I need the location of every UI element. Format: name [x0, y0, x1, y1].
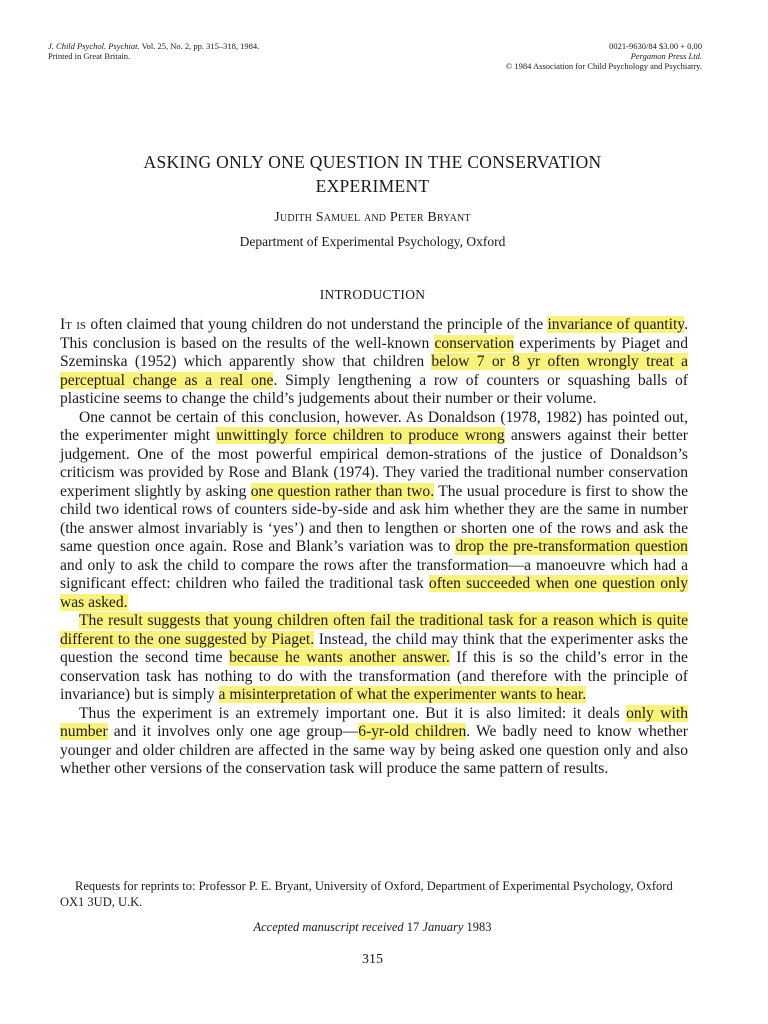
highlighted-text: only with number	[60, 704, 688, 740]
page-number: 315	[362, 952, 383, 967]
title-line-1: ASKING ONLY ONE QUESTION IN THE CONSERVATION	[143, 152, 602, 172]
body-paragraph	[60, 705, 688, 779]
highlighted-text: unwittingly force children to produce wrong	[216, 427, 505, 444]
highlighted-text: The result suggests that young children often fail the traditional task for a reason which is quite different to the one suggested by Piaget.	[60, 612, 688, 648]
reprint-footnote: Requests for reprints to: Professor P. E. Bryant, University of Oxford, Department of Experimental Psychology, Oxford OX1 3UD, U.K.	[60, 879, 673, 909]
highlighted-text: because he wants another answer.	[229, 649, 450, 666]
text-run: Thus the experiment is an extremely important one. But it is also limited: it deals	[79, 704, 627, 722]
highlighted-text: 6-yr-old children	[358, 723, 467, 740]
body-paragraph	[60, 612, 688, 705]
text-run: Instead, the child may think that the experimenter asks the question the second time	[60, 630, 688, 666]
price-code: 0021-9630/84 $3.00 + 0.00	[609, 41, 702, 51]
journal-citation	[48, 41, 259, 51]
department: Department of Experimental Psychology, Oxford	[239, 234, 506, 249]
body-text	[60, 316, 688, 779]
header-right	[506, 41, 702, 71]
text-run: . We badly need to know whether younger and older children are affected in the same way by being asked one question only and also whether other versions of the conservation task will produce the same pattern of results.	[60, 723, 688, 777]
text-run: The usual procedure is first to show the child two identical rows of counters side-by-side and ask him whether they are the same in number (the answer almost invariably is ‘yes’) and then to lengthen or shorten one of the rows and ask the same question once again. Rose and Blank’s variation was to	[60, 482, 688, 555]
journal-name: J. Child Psychol. Psychiat.	[48, 41, 140, 51]
authors: Judith Samuel and Peter Bryant	[274, 210, 471, 225]
publisher: Pergamon Press Ltd.	[630, 51, 702, 61]
body-paragraph	[60, 316, 688, 409]
text-run: and only to ask the child to compare the rows after the transformation—a manoeuvre which had a significant effect: children who failed the traditional task	[60, 556, 688, 592]
text-run: . This conclusion is based on the results of the well-known	[60, 316, 688, 352]
text-run: experiments by Piaget and Szeminska (1952) which apparently show that children	[60, 334, 689, 370]
highlighted-text: below 7 or 8 yr often wrongly treat a perceptual change as a real one	[60, 353, 688, 389]
accepted-label: Accepted manuscript received	[253, 920, 404, 934]
text-run: and it involves only one age group—	[107, 723, 359, 740]
article-title	[60, 150, 685, 198]
title-line-2: EXPERIMENT	[315, 176, 430, 196]
section-heading: INTRODUCTION	[319, 287, 426, 302]
accepted-year: 1983	[466, 920, 492, 934]
highlighted-text: a misinterpretation of what the experimenter wants to hear.	[218, 686, 587, 703]
body-paragraph	[60, 409, 688, 613]
accepted-line	[60, 920, 685, 935]
accepted-day: 17	[406, 920, 420, 934]
text-run: often claimed that young children do not understand the principle of the	[86, 316, 548, 333]
highlighted-text: drop the pre-transformation question	[455, 538, 688, 555]
volume-pages: Vol. 25, No. 2, pp. 315–318, 1984.	[141, 41, 260, 51]
accepted-month: January	[422, 920, 464, 934]
highlighted-text: one question rather than two.	[250, 482, 435, 500]
header-left	[48, 41, 259, 61]
text-run: If this is so the child’s error in the conservation task has nothing to do with the transformation (and therefore with the principle of invariance) but is simply	[60, 649, 688, 703]
printed-in: Printed in Great Britain.	[48, 51, 131, 61]
text-run: One cannot be certain of this conclusion, however. As Donaldson (1978, 1982) has pointed out, the experimenter might	[60, 408, 688, 444]
text-run: . Simply lengthening a row of counters or squashing balls of plasticine seems to change the child’s judgements about their number or their volume.	[60, 371, 689, 407]
highlighted-text: invariance of quantity	[547, 316, 685, 333]
text-run: answers against their better judgement. One of the most powerful empirical demon-strations of the justice of Donaldson’s criticism was provided by Rose and Blank (1974). They varied the traditional number conservation experiment slightly by asking	[60, 427, 688, 500]
highlighted-text: often succeeded when one question only was asked.	[60, 575, 688, 611]
copyright: © 1984 Association for Child Psychology and Psychiatry.	[505, 61, 702, 71]
small-caps-text: It is	[60, 316, 87, 333]
highlighted-text: conservation	[434, 334, 515, 352]
